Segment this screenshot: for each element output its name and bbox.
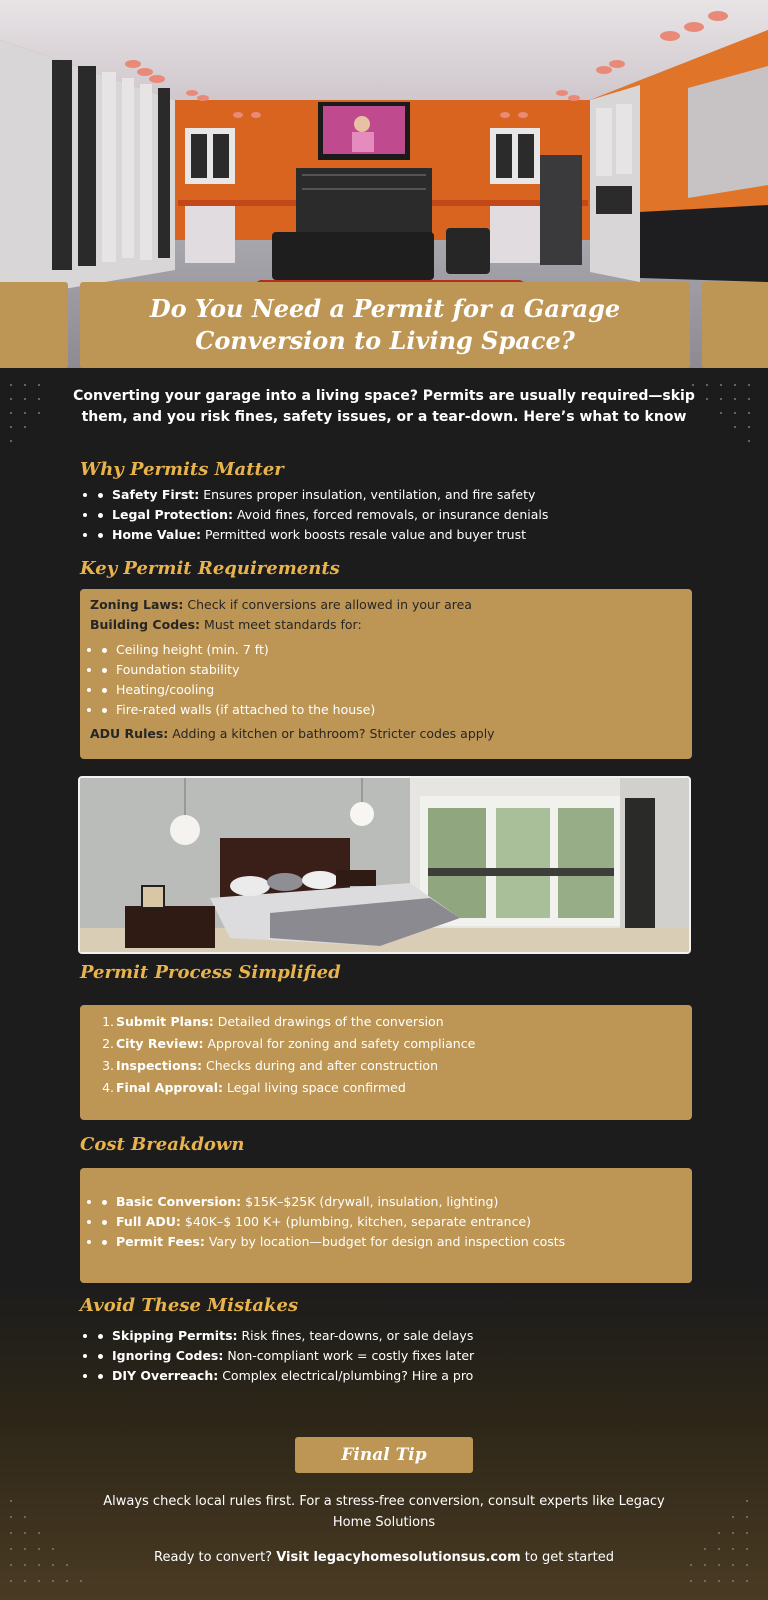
page-title: Do You Need a Permit for a Garage Conversion to Living Space? [149, 294, 621, 355]
bedroom-photo [78, 776, 691, 954]
title-banner-left-tab [0, 282, 68, 368]
cost-box [80, 1168, 692, 1283]
final-tip-badge: Final Tip [295, 1437, 473, 1473]
list-item: • Home Value: Permitted work boosts resale value and buyer trust [98, 525, 698, 545]
adu-line: ADU Rules: Adding a kitchen or bathroom? Stricter codes apply [90, 726, 495, 741]
section-heading-mistakes: Avoid These Mistakes [80, 1295, 299, 1316]
process-step: 4. Final Approval: Legal living space confirmed [102, 1080, 406, 1095]
decorative-dots-right [692, 384, 762, 454]
decorative-dots-bottom-left [10, 1500, 90, 1590]
list-item: • Ignoring Codes: Non-compliant work = costly fixes later [98, 1346, 698, 1366]
section-heading-process: Permit Process Simplified [80, 962, 341, 983]
process-step: 3. Inspections: Checks during and after construction [102, 1058, 438, 1073]
decorative-dots-left [10, 384, 50, 454]
list-item: • Ceiling height (min. 7 ft) [102, 640, 682, 660]
list-item: • Full ADU: $40K–$ 100 K+ (plumbing, kitchen, separate entrance) [102, 1212, 682, 1232]
list-item: • DIY Overreach: Complex electrical/plumbing? Hire a pro [98, 1366, 698, 1386]
cost-list [102, 1192, 682, 1252]
decorative-dots-bottom-right [690, 1500, 760, 1590]
list-item: • Fire-rated walls (if attached to the house) [102, 700, 682, 720]
process-steps-list [94, 1011, 682, 1099]
list-item: • Permit Fees: Vary by location—budget for design and inspection costs [102, 1232, 682, 1252]
intro-text: Converting your garage into a living space? Permits are usually required—skip them, and you risk fines, safety issues, or a tear-down. Here’s what to know [73, 388, 695, 425]
section-heading-cost: Cost Breakdown [80, 1134, 245, 1155]
list-item: • Foundation stability [102, 660, 682, 680]
why-list [98, 485, 698, 545]
list-item: • Heating/cooling [102, 680, 682, 700]
website-link[interactable]: Visit legacyhomesolutionsus.com [276, 1550, 521, 1565]
call-to-action: Ready to convert? Visit legacyhomesolutionsus.com to get started [154, 1550, 614, 1565]
code-items-list [102, 640, 682, 720]
process-box [80, 1005, 692, 1120]
process-step: 1. Submit Plans: Detailed drawings of the conversion [102, 1014, 444, 1029]
requirements-box [80, 589, 692, 759]
section-heading-why: Why Permits Matter [80, 459, 284, 480]
codes-line: Building Codes: Must meet standards for: [90, 617, 362, 632]
process-step: 2. City Review: Approval for zoning and safety compliance [102, 1036, 476, 1051]
mistakes-list [98, 1326, 698, 1386]
section-heading-requirements: Key Permit Requirements [80, 558, 340, 579]
list-item: • Skipping Permits: Risk fines, tear-downs, or sale delays [98, 1326, 698, 1346]
title-banner-right-tab [702, 282, 768, 368]
list-item: • Basic Conversion: $15K–$25K (drywall, insulation, lighting) [102, 1192, 682, 1212]
list-item: • Legal Protection: Avoid fines, forced removals, or insurance denials [98, 505, 698, 525]
zoning-line: Zoning Laws: Check if conversions are allowed in your area [90, 597, 472, 612]
title-banner [80, 282, 690, 368]
final-tip-text: Always check local rules first. For a stress-free conversion, consult experts like Legacy Home Solutions [103, 1494, 665, 1530]
list-item: • Safety First: Ensures proper insulation, ventilation, and fire safety [98, 485, 698, 505]
